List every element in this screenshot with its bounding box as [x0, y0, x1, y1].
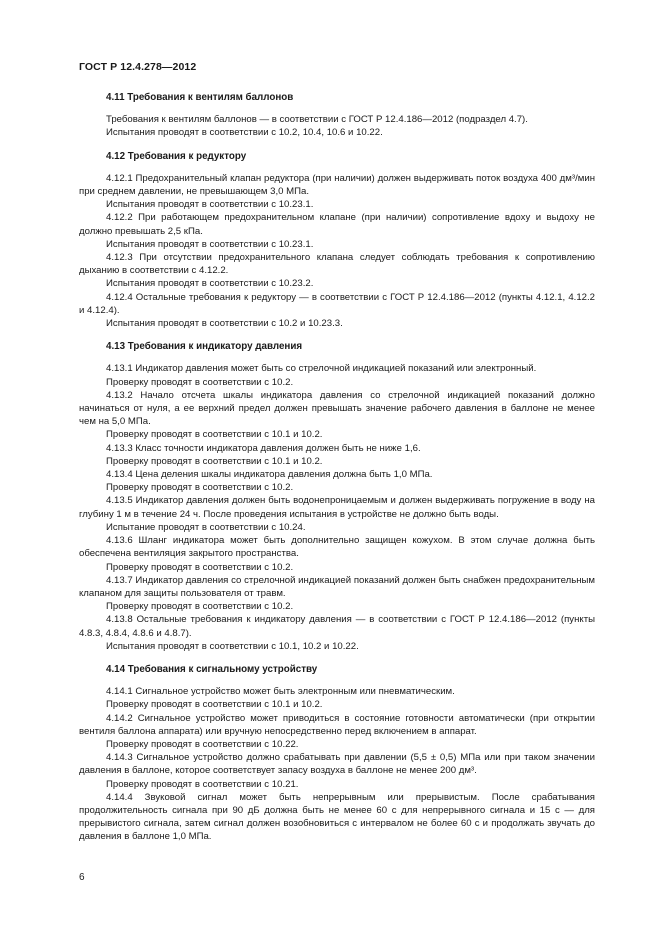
page-number: 6: [79, 872, 85, 883]
paragraph: Испытания проводят в соответствии с 10.2, 10.4, 10.6 и 10.22.: [106, 127, 383, 139]
paragraph: Проверку проводят в соответствии с 10.2.: [106, 376, 294, 388]
paragraph: Требования к вентилям баллонов — в соответствии с ГОСТ Р 12.4.186—2012 (подраздел 4.7).: [106, 114, 528, 126]
paragraph: Проверку проводят в соответствии с 10.1 и 10.2.: [106, 455, 323, 467]
document-header: ГОСТ Р 12.4.278—2012: [79, 61, 197, 73]
paragraph: Проверку проводят в соответствии с 10.21.: [106, 778, 299, 790]
paragraph: 4.13.8 Остальные требования к индикатору давления — в соответствии с ГОСТ Р 12.4.186—2012 (пункты 4.8.3, 4.8.4, 4.8.6 и 4.8.7).: [79, 614, 595, 639]
paragraph: Проверку проводят в соответствии с 10.2.: [106, 482, 294, 494]
section-heading-4-11: 4.11 Требования к вентилям баллонов: [106, 92, 294, 103]
paragraph: 4.14.3 Сигнальное устройство должно срабатывать при давлении (5,5 ± 0,5) МПа или при таком значении давления в баллоне, которое соответствует запасу воздуха в баллоне не менее 200 дм³.: [79, 752, 595, 777]
paragraph: Проверку проводят в соответствии с 10.22.: [106, 738, 299, 750]
paragraph: Испытания проводят в соответствии с 10.23.2.: [106, 278, 314, 290]
paragraph: 4.13.2 Начало отсчета шкалы индикатора давления со стрелочной индикацией показаний должно начинаться от нуля, а ее верхний предел должен превышать значение рабочего давления в баллоне не менее чем на 5,0 МПа.: [79, 389, 595, 428]
paragraph: 4.13.1 Индикатор давления может быть со стрелочной индикацией показаний или электронный.: [106, 363, 537, 375]
paragraph: 4.12.4 Остальные требования к редуктору — в соответствии с ГОСТ Р 12.4.186—2012 (пункты 4.12.1, 4.12.2 и 4.12.4).: [79, 291, 595, 316]
paragraph: Испытание проводят в соответствии с 10.24.: [106, 521, 306, 533]
paragraph: 4.14.4 Звуковой сигнал может быть непрерывным или прерывистым. После срабатывания продолжительность сигнала при 90 дБ должна быть не менее 60 с для непрерывного сигнала и 15 с — для прерывистого сигнала, затем сигнал должен возобновиться с интервалом не более 60 с и продолжать звучать до давления в баллоне 1,0 МПа.: [79, 791, 595, 843]
paragraph: Проверку проводят в соответствии с 10.2.: [106, 561, 294, 573]
paragraph: 4.13.3 Класс точности индикатора давления должен быть не ниже 1,6.: [106, 442, 421, 454]
section-heading-4-14: 4.14 Требования к сигнальному устройству: [106, 663, 318, 675]
section-heading-4-12: 4.12 Требования к редуктору: [106, 150, 247, 162]
section-heading-4-13: 4.13 Требования к индикатору давления: [106, 341, 303, 353]
paragraph: 4.14.2 Сигнальное устройство может приводиться в состояние готовности автоматически (при открытии вентиля баллона аппарата) или вручную непосредственно перед включением в аппарат.: [79, 712, 595, 737]
document-body: [79, 91, 595, 844]
paragraph: Испытания проводят в соответствии с 10.2 и 10.23.3.: [106, 318, 343, 330]
paragraph: 4.13.6 Шланг индикатора может быть дополнительно защищен кожухом. В этом случае должна быть обеспечена вентиляция закрытого пространства.: [79, 535, 595, 560]
paragraph: 4.12.1 Предохранительный клапан редуктора (при наличии) должен выдерживать поток воздуха 400 дм³/мин при среднем давлении, не превышающем 3,0 МПа.: [79, 172, 595, 198]
paragraph: Испытания проводят в соответствии с 10.1, 10.2 и 10.22.: [106, 640, 359, 652]
paragraph: 4.14.1 Сигнальное устройство может быть электронным или пневматическим.: [106, 686, 455, 698]
paragraph: Испытания проводят в соответствии с 10.23.1.: [106, 199, 314, 211]
paragraph: 4.12.2 При работающем предохранительном клапане (при наличии) сопротивление вдоху и выдоху не должно превышать 2,5 кПа.: [79, 212, 595, 237]
paragraph: 4.13.5 Индикатор давления должен быть водонепроницаемым и должен выдерживать погружение в воду на глубину 1 м в течение 24 ч. После проведения испытания в устройстве не должно быть воды.: [79, 495, 595, 520]
paragraph: 4.13.7 Индикатор давления со стрелочной индикацией показаний должен быть снабжен предохранительным клапаном для защиты пользователя от травм.: [79, 574, 595, 599]
paragraph: 4.12.3 При отсутствии предохранительного клапана следует соблюдать требования к сопротивлению дыханию в соответствии с 4.12.2.: [79, 252, 595, 277]
paragraph: Проверку проводят в соответствии с 10.1 и 10.2.: [106, 699, 323, 711]
paragraph: Проверку проводят в соответствии с 10.2.: [106, 601, 294, 613]
paragraph: Испытания проводят в соответствии с 10.23.1.: [106, 238, 314, 250]
paragraph: 4.13.4 Цена деления шкалы индикатора давления должна быть 1,0 МПа.: [106, 469, 433, 481]
paragraph: Проверку проводят в соответствии с 10.1 и 10.2.: [106, 429, 323, 441]
